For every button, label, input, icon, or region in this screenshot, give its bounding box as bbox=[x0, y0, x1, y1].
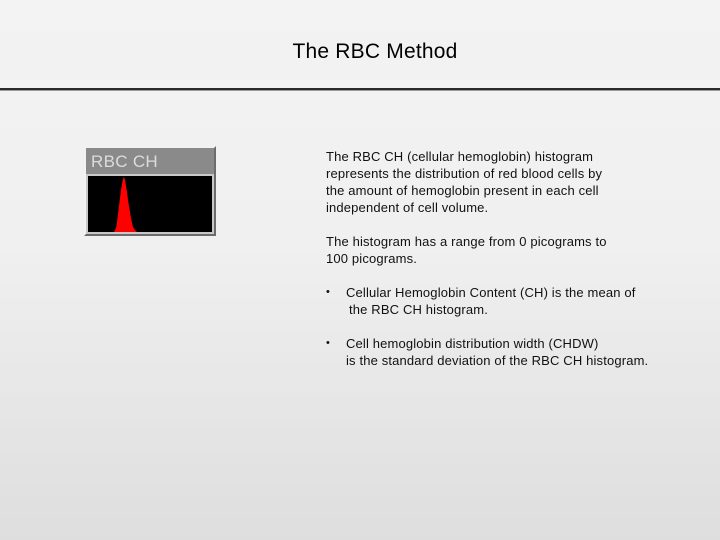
bullet-chdw-text bbox=[346, 335, 706, 369]
slide-title: The RBC Method bbox=[292, 40, 458, 63]
paragraph-1-line-1: The RBC CH (cellular hemoglobin) histogram bbox=[326, 149, 594, 164]
bullet-chdw bbox=[326, 335, 706, 369]
title-divider-shadow bbox=[0, 90, 720, 91]
paragraph-2-line-1: The histogram has a range from 0 picograms to bbox=[326, 234, 607, 249]
bullet-2-line-2: is the standard deviation of the RBC CH histogram. bbox=[346, 353, 649, 368]
rbc-ch-histogram-widget bbox=[84, 146, 216, 236]
bullet-2-line-1: Cell hemoglobin distribution width (CHDW) bbox=[346, 336, 599, 351]
bullet-1-line-1: Cellular Hemoglobin Content (CH) is the mean of bbox=[346, 285, 636, 300]
paragraph-range bbox=[326, 233, 706, 267]
bullet-marker: • bbox=[326, 286, 331, 298]
bullet-ch-text bbox=[346, 284, 706, 318]
paragraph-ch-definition bbox=[326, 148, 706, 216]
bullet-1-line-2: the RBC CH histogram. bbox=[349, 302, 488, 317]
paragraph-1-line-2: represents the distribution of red blood cells by bbox=[326, 166, 603, 181]
paragraph-1-line-4: independent of cell volume. bbox=[326, 200, 489, 215]
histogram-plot bbox=[88, 176, 212, 232]
histogram-svg bbox=[88, 176, 212, 232]
histogram-header bbox=[86, 148, 214, 174]
bullet-ch bbox=[326, 284, 706, 318]
histogram-label: RBC CH bbox=[91, 152, 158, 171]
description-text bbox=[326, 148, 706, 369]
histogram-peak bbox=[114, 177, 137, 232]
paragraph-2-line-2: 100 picograms. bbox=[326, 251, 417, 266]
bullet-marker: • bbox=[326, 337, 331, 349]
paragraph-1-line-3: the amount of hemoglobin present in each cell bbox=[326, 183, 599, 198]
